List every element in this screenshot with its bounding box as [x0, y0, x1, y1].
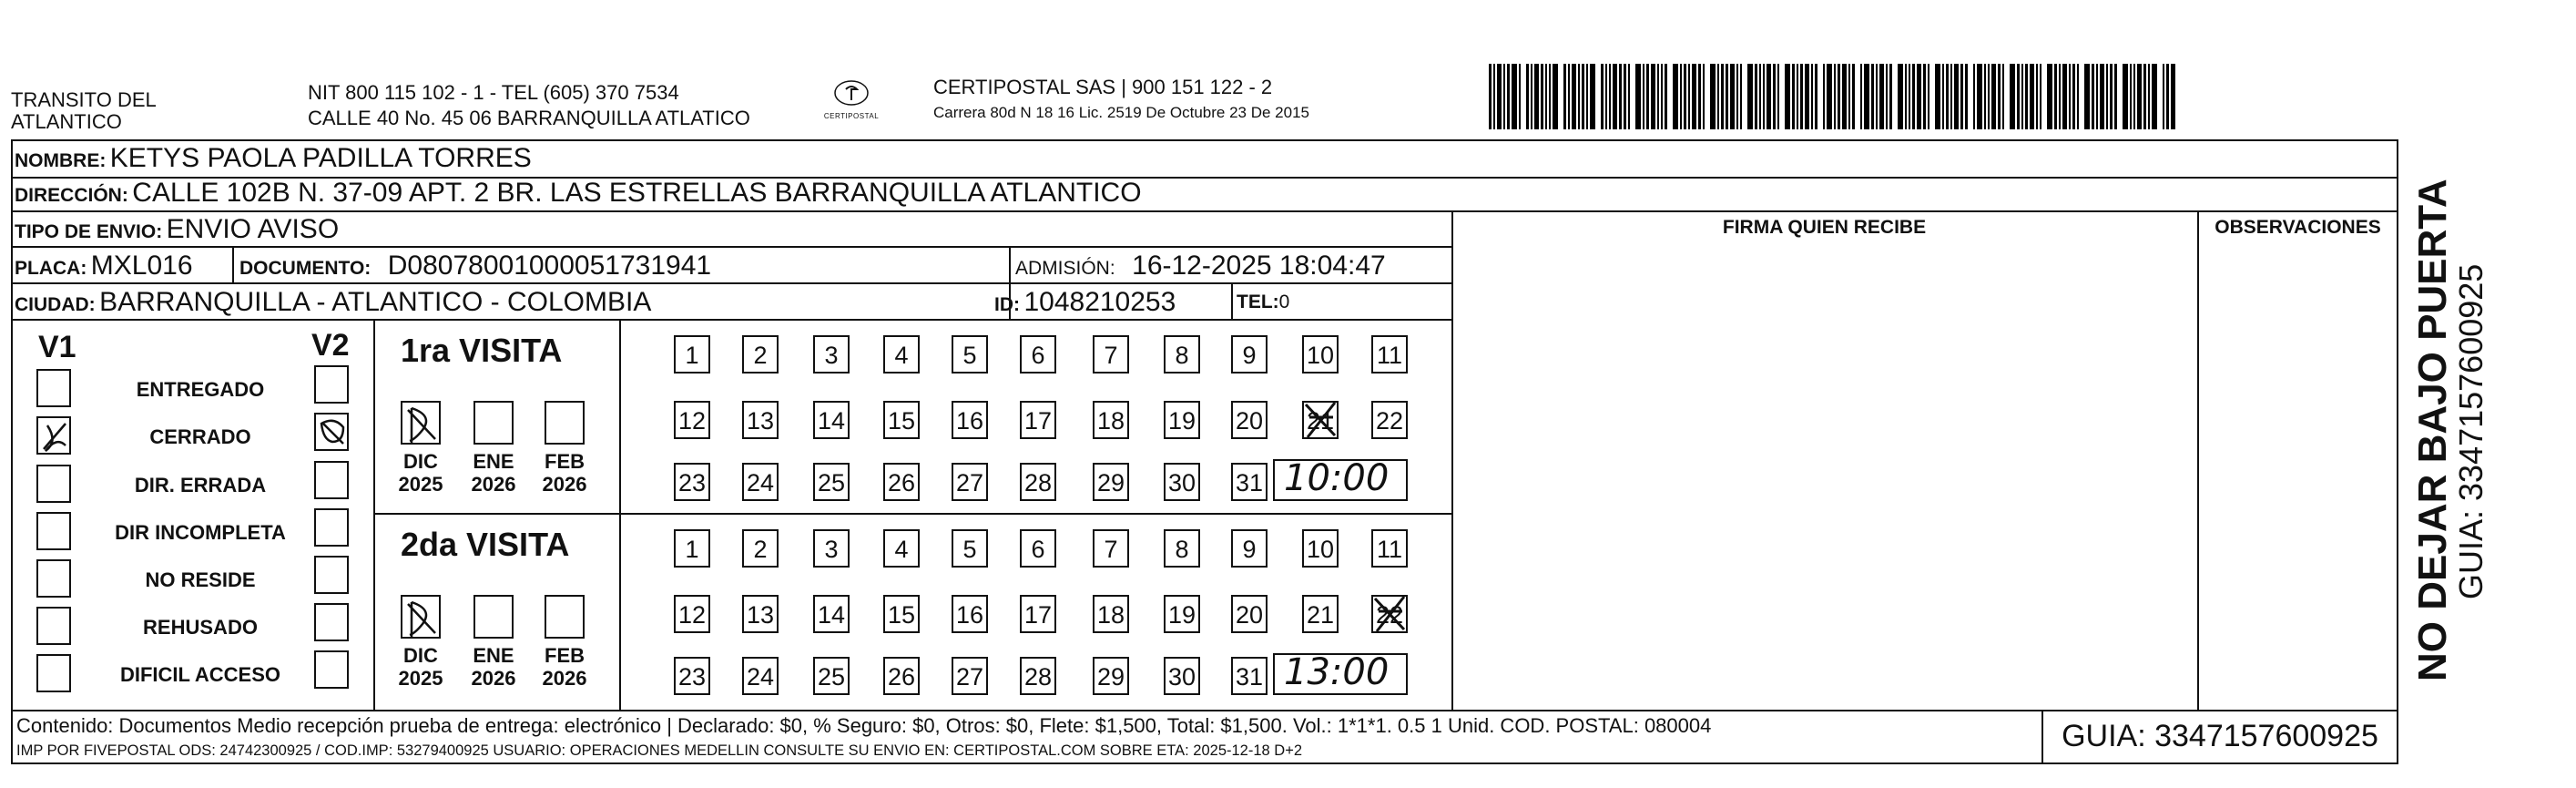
- visit-1-day-3[interactable]: 3: [813, 335, 850, 374]
- visit-1-day-21[interactable]: 21: [1302, 401, 1339, 439]
- barcode-bar: [2036, 64, 2038, 129]
- tel-value: 0: [1278, 292, 1290, 312]
- visit-2-day-25[interactable]: 25: [813, 657, 850, 695]
- visit-1-day-5[interactable]: 5: [952, 335, 988, 374]
- tel-label: TEL:: [1237, 292, 1279, 312]
- v2-checkbox-1[interactable]: [314, 365, 349, 404]
- barcode-bar: [1489, 64, 1492, 129]
- barcode-bar: [1643, 64, 1644, 129]
- id-label: ID:: [994, 294, 1020, 315]
- barcode-bar: [1688, 64, 1690, 129]
- month-year: 2026: [542, 473, 587, 496]
- barcode-bar: [2030, 64, 2034, 129]
- certipostal-logo-icon: [810, 80, 892, 131]
- month-name: DIC: [403, 644, 438, 667]
- month-name: DIC: [403, 450, 438, 473]
- visit-1-day-12[interactable]: 12: [674, 401, 710, 439]
- month-year: 2026: [542, 667, 587, 690]
- address-line: CALLE 40 No. 45 06 BARRANQUILLA ATLATICO: [308, 107, 750, 129]
- license-line: Carrera 80d N 18 16 Lic. 2519 De Octubre 23 De 2015: [933, 104, 1309, 121]
- visit-2-month-3-checkbox[interactable]: [545, 595, 585, 639]
- visit-2-day-1[interactable]: 1: [674, 529, 710, 568]
- barcode-bar: [1736, 64, 1738, 129]
- name-value: KETYS PAOLA PADILLA TORRES: [109, 143, 532, 173]
- barcode-bar: [1545, 64, 1547, 129]
- visit-1-time: 10:00: [1284, 457, 1390, 499]
- plate-value: MXL016: [90, 251, 193, 281]
- barcode-bar: [2062, 64, 2067, 129]
- visit-1-day-19[interactable]: 19: [1164, 401, 1200, 439]
- v2-checkbox-7[interactable]: [314, 650, 349, 689]
- city-value: BARRANQUILLA - ATLANTICO - COLOMBIA: [99, 287, 652, 317]
- status-label-3: DIR. ERRADA: [134, 474, 267, 496]
- visit-title-2: 2da VISITA: [401, 526, 570, 563]
- barcode-bar: [1646, 64, 1649, 129]
- barcode-bar: [2096, 64, 2098, 129]
- barcode-bar: [1541, 64, 1543, 129]
- barcode-bar: [2040, 64, 2041, 129]
- barcode-bar: [1568, 64, 1570, 129]
- admission-field: [1015, 251, 1386, 285]
- visit-1-month-label-1: [389, 450, 453, 496]
- visit-1-month-1-checkbox[interactable]: [401, 401, 441, 445]
- city-label: CIUDAD:: [15, 294, 96, 315]
- barcode-bar: [2017, 64, 2020, 129]
- observations-header: OBSERVACIONES: [2215, 217, 2381, 238]
- status-label-5: NO RESIDE: [145, 568, 256, 591]
- visit-1-day-30[interactable]: 30: [1164, 463, 1200, 501]
- barcode-bar: [1905, 64, 1907, 129]
- visit-2-day-7[interactable]: 7: [1093, 529, 1129, 568]
- barcode-bar: [1628, 64, 1630, 129]
- print-line: IMP POR FIVEPOSTAL ODS: 24742300925 / COD.IMP: 53279400925 USUARIO: OPERACIONES MEDELLIN CONSULTE SU ENVIO EN: CERTIPOSTAL.COM SOBRE ETA: 2025-12-18 D+2: [16, 742, 1303, 759]
- visit-2-day-13[interactable]: 13: [742, 595, 779, 633]
- barcode-bar: [1909, 64, 1910, 129]
- visit-1-day-28[interactable]: 28: [1020, 463, 1056, 501]
- barcode-bar: [1613, 64, 1617, 129]
- barcode-bar: [2092, 64, 2094, 129]
- month-year: 2025: [398, 667, 443, 690]
- barcode-bar: [1698, 64, 1701, 129]
- barcode-bar: [2106, 64, 2108, 129]
- visit-2-day-18[interactable]: 18: [1093, 595, 1129, 633]
- visit-2-month-1-checkbox[interactable]: [401, 595, 441, 639]
- v2-checkbox-3[interactable]: [314, 461, 349, 499]
- barcode-bar: [1935, 64, 1940, 129]
- visit-1-day-8[interactable]: 8: [1164, 335, 1200, 374]
- visit-2-day-23[interactable]: 23: [674, 657, 710, 695]
- barcode-bar: [2047, 64, 2052, 129]
- barcode-bar: [1973, 64, 1975, 129]
- visit-1-day-22[interactable]: 22: [1371, 401, 1408, 439]
- visit-2-day-24[interactable]: 24: [742, 657, 779, 695]
- visit-1-day-4[interactable]: 4: [883, 335, 920, 374]
- barcode-bar: [1582, 64, 1584, 129]
- visit-2-day-22[interactable]: 22: [1371, 595, 1408, 633]
- barcode-bar: [2100, 64, 2104, 129]
- logo-text: CERTIPOSTAL: [823, 112, 880, 120]
- barcode-bar: [2002, 64, 2004, 129]
- barcode-bar: [1759, 64, 1761, 129]
- month-name: FEB: [545, 644, 585, 667]
- visit-2-month-label-3: [533, 644, 596, 690]
- barcode-bar: [1657, 64, 1659, 129]
- barcode-bar: [1785, 64, 1790, 129]
- signature-header: FIRMA QUIEN RECIBE: [1722, 217, 1927, 238]
- visit-2-day-14[interactable]: 14: [813, 595, 850, 633]
- visit-1-day-17[interactable]: 17: [1020, 401, 1056, 439]
- status-label-1: ENTREGADO: [136, 378, 265, 401]
- send-type-field: [15, 215, 339, 249]
- month-name: FEB: [545, 450, 585, 473]
- barcode-bar: [1526, 64, 1529, 129]
- barcode-bar: [1726, 64, 1728, 129]
- name-field: [15, 144, 532, 178]
- document-field: [239, 251, 711, 285]
- barcode-bar: [1871, 64, 1874, 129]
- visit-2-day-27[interactable]: 27: [952, 657, 988, 695]
- visit-1-day-29[interactable]: 29: [1093, 463, 1129, 501]
- barcode-bar: [1624, 64, 1626, 129]
- org-line-1: TRANSITO DEL: [11, 88, 157, 111]
- visit-1-month-2-checkbox[interactable]: [473, 401, 514, 445]
- barcode-bar: [1886, 64, 1888, 129]
- barcode-bar: [2143, 64, 2146, 129]
- barcode-bar: [1730, 64, 1735, 129]
- document-label: DOCUMENTO:: [239, 258, 372, 279]
- v2-checkbox-6[interactable]: [314, 603, 349, 641]
- name-label: NOMBRE:: [15, 150, 107, 171]
- visit-1-day-20[interactable]: 20: [1231, 401, 1268, 439]
- barcode-bar: [1998, 64, 2001, 129]
- barcode-bar: [1792, 64, 1795, 129]
- visit-title-1: 1ra VISITA: [401, 332, 563, 369]
- barcode-bar: [1797, 64, 1798, 129]
- visit-2-day-26[interactable]: 26: [883, 657, 920, 695]
- barcode-bar: [1860, 64, 1862, 129]
- barcode-bar: [1879, 64, 1884, 129]
- org-contact: [308, 82, 750, 129]
- barcode-bar: [1917, 64, 1921, 129]
- barcode-bar: [1960, 64, 1963, 129]
- status-label-2: CERRADO: [149, 425, 251, 448]
- visit-2-month-label-1: [389, 644, 453, 690]
- barcode-bar: [1805, 64, 1809, 129]
- id-field: [994, 288, 1176, 322]
- status-label-6: REHUSADO: [143, 616, 258, 639]
- barcode-bar: [1827, 64, 1832, 129]
- v2-header: V2: [311, 328, 350, 363]
- barcode-bar: [1767, 64, 1771, 129]
- barcode-bar: [2148, 64, 2150, 129]
- visit-2-time: 13:00: [1284, 651, 1390, 693]
- month-name: ENE: [473, 644, 514, 667]
- visit-1-day-13[interactable]: 13: [742, 401, 779, 439]
- barcode-bar: [1838, 64, 1840, 129]
- plate-label: PLACA:: [15, 258, 87, 279]
- barcode-bar: [1946, 64, 1949, 129]
- visit-1-day-23[interactable]: 23: [674, 463, 710, 501]
- barcode-bar: [1912, 64, 1915, 129]
- barcode-bar: [1703, 64, 1705, 129]
- barcode-bar: [2069, 64, 2071, 129]
- barcode-bar: [1553, 64, 1558, 129]
- barcode-bar: [1800, 64, 1803, 129]
- visit-1-day-6[interactable]: 6: [1020, 335, 1056, 374]
- barcode-bar: [1493, 64, 1495, 129]
- visit-2-day-5[interactable]: 5: [952, 529, 988, 568]
- barcode-bar: [2152, 64, 2157, 129]
- barcode-bar: [1609, 64, 1611, 129]
- barcode-bar: [1605, 64, 1607, 129]
- v2-checkbox-5[interactable]: [314, 556, 349, 594]
- barcode-bar: [1578, 64, 1580, 129]
- barcode-bar: [1721, 64, 1724, 129]
- barcode-bar: [1763, 64, 1765, 129]
- visit-2-day-3[interactable]: 3: [813, 529, 850, 568]
- month-name: ENE: [473, 450, 514, 473]
- visit-2-day-12[interactable]: 12: [674, 595, 710, 633]
- visit-1-day-15[interactable]: 15: [883, 401, 920, 439]
- side-warning: NO DEJAR BAJO PUERTA: [2410, 179, 2455, 681]
- barcode-bar: [1710, 64, 1716, 129]
- visit-2-day-2[interactable]: 2: [742, 529, 779, 568]
- visit-1-day-11[interactable]: 11: [1371, 335, 1408, 374]
- barcode-bar: [1692, 64, 1696, 129]
- barcode-bar: [1747, 64, 1753, 129]
- visit-1-day-14[interactable]: 14: [813, 401, 850, 439]
- visit-1-day-10[interactable]: 10: [1302, 335, 1339, 374]
- barcode-bar: [1717, 64, 1719, 129]
- barcode-bar: [1497, 64, 1502, 129]
- barcode-bar: [1876, 64, 1878, 129]
- barcode-bar: [2114, 64, 2117, 129]
- visit-1-month-label-3: [533, 450, 596, 496]
- barcode-bar: [1635, 64, 1641, 129]
- visit-2-day-10[interactable]: 10: [1302, 529, 1339, 568]
- month-year: 2025: [398, 473, 443, 496]
- barcode-bar: [1586, 64, 1588, 129]
- barcode-bar: [1965, 64, 1968, 129]
- barcode-bar: [1531, 64, 1532, 129]
- barcode-bar: [1773, 64, 1776, 129]
- barcode-bar: [1503, 64, 1505, 129]
- company-line: CERTIPOSTAL SAS | 900 151 122 - 2: [933, 76, 1273, 98]
- visit-2-day-6[interactable]: 6: [1020, 529, 1056, 568]
- barcode-bar: [2025, 64, 2028, 129]
- barcode-bar: [2171, 64, 2175, 129]
- visit-2-day-20[interactable]: 20: [1231, 595, 1268, 633]
- contents-line: Contenido: Documentos Medio recepción prueba de entrega: electrónico | Declarado: $0, % Seguro: $0, Otros: $0, Flete: $1,500, Total: $1,500. Vol.: 1*1*1. 0.5 1 Unid. COD. POSTAL: 080004: [16, 714, 1712, 737]
- visit-1-day-18[interactable]: 18: [1093, 401, 1129, 439]
- id-value: 1048210253: [1023, 287, 1176, 317]
- barcode-bar: [2166, 64, 2169, 129]
- visit-2-month-2-checkbox[interactable]: [473, 595, 514, 639]
- visit-2-day-21[interactable]: 21: [1302, 595, 1339, 633]
- barcode-bar: [2130, 64, 2132, 129]
- barcode-bar: [1834, 64, 1836, 129]
- barcode-bar: [1563, 64, 1566, 129]
- barcode-bar: [1651, 64, 1655, 129]
- barcode-bar: [1755, 64, 1757, 129]
- barcode-bar: [1777, 64, 1779, 129]
- barcode-bar: [1740, 64, 1742, 129]
- barcode-bar: [1950, 64, 1952, 129]
- tel-field: [1237, 288, 1289, 319]
- barcode-bar: [1519, 64, 1521, 129]
- barcode-bar: [1534, 64, 1539, 129]
- barcode-bar: [2072, 64, 2075, 129]
- document-value: D08078001000051731941: [387, 251, 712, 281]
- barcode-bar: [1977, 64, 1982, 129]
- visit-2-day-8[interactable]: 8: [1164, 529, 1200, 568]
- visit-2-day-11[interactable]: 11: [1371, 529, 1408, 568]
- barcode-bar: [2010, 64, 2015, 129]
- visit-2-day-16[interactable]: 16: [952, 595, 988, 633]
- barcode-bar: [2123, 64, 2128, 129]
- status-label-7: DIFICIL ACCESO: [119, 663, 280, 686]
- visit-1-month-label-2: [462, 450, 525, 496]
- nit-line: NIT 800 115 102 - 1 - TEL (605) 370 7534: [308, 81, 679, 104]
- barcode-bar: [1549, 64, 1551, 129]
- barcode-bar: [2054, 64, 2057, 129]
- barcode-bar: [1842, 64, 1847, 129]
- barcode-bar: [1991, 64, 1996, 129]
- visit-1-day-26[interactable]: 26: [883, 463, 920, 501]
- barcode-icon: [1489, 64, 2222, 129]
- plate-field: [15, 251, 193, 285]
- barcode-bar: [1665, 64, 1667, 129]
- barcode-bar: [1928, 64, 1929, 129]
- barcode-bar: [1954, 64, 1959, 129]
- barcode-bar: [1680, 64, 1682, 129]
- visit-1-day-31[interactable]: 31: [1231, 463, 1268, 501]
- status-label-4: DIR INCOMPLETA: [115, 521, 286, 544]
- visit-2-day-31[interactable]: 31: [1231, 657, 1268, 695]
- barcode-bar: [1673, 64, 1678, 129]
- admission-label: ADMISIÓN:: [1015, 258, 1115, 279]
- visit-2-day-17[interactable]: 17: [1020, 595, 1056, 633]
- visit-2-day-15[interactable]: 15: [883, 595, 920, 633]
- visit-1-day-9[interactable]: 9: [1231, 335, 1268, 374]
- barcode-bar: [1507, 64, 1510, 129]
- barcode-bar: [1898, 64, 1903, 129]
- visit-1-day-1[interactable]: 1: [674, 335, 710, 374]
- barcode-bar: [2137, 64, 2142, 129]
- send-type-label: TIPO DE ENVIO:: [15, 221, 163, 242]
- month-year: 2026: [471, 473, 516, 496]
- barcode-bar: [1942, 64, 1944, 129]
- visit-2-day-9[interactable]: 9: [1231, 529, 1268, 568]
- barcode-bar: [1512, 64, 1517, 129]
- org-line-2: ATLANTICO: [11, 110, 122, 133]
- barcode-bar: [1848, 64, 1850, 129]
- visit-1-day-2[interactable]: 2: [742, 335, 779, 374]
- barcode-bar: [1988, 64, 1990, 129]
- barcode-bar: [1601, 64, 1604, 129]
- barcode-bar: [2021, 64, 2023, 129]
- barcode-bar: [2077, 64, 2079, 129]
- org-name: [11, 89, 157, 133]
- visit-1-month-3-checkbox[interactable]: [545, 401, 585, 445]
- barcode-bar: [1852, 64, 1855, 129]
- visit-1-day-25[interactable]: 25: [813, 463, 850, 501]
- barcode-bar: [1823, 64, 1825, 129]
- send-type-value: ENVIO AVISO: [166, 214, 340, 244]
- address-value: CALLE 102B N. 37-09 APT. 2 BR. LAS ESTRELLAS BARRANQUILLA ATLANTICO: [132, 178, 1142, 208]
- admission-value: 16-12-2025 18:04:47: [1132, 251, 1386, 281]
- barcode-bar: [1811, 64, 1813, 129]
- visit-2-day-30[interactable]: 30: [1164, 657, 1200, 695]
- visit-1-day-24[interactable]: 24: [742, 463, 779, 501]
- barcode-bar: [1984, 64, 1986, 129]
- month-year: 2026: [471, 667, 516, 690]
- visit-2-day-19[interactable]: 19: [1164, 595, 1200, 633]
- visit-1-day-7[interactable]: 7: [1093, 335, 1129, 374]
- visit-2-month-label-2: [462, 644, 525, 690]
- barcode-bar: [2059, 64, 2061, 129]
- visit-2-day-29[interactable]: 29: [1093, 657, 1129, 695]
- barcode-bar: [2163, 64, 2164, 129]
- barcode-bar: [1661, 64, 1663, 129]
- barcode-bar: [1572, 64, 1576, 129]
- barcode-bar: [2110, 64, 2113, 129]
- barcode-bar: [1619, 64, 1622, 129]
- side-guide: GUIA: 3347157600925: [2452, 263, 2489, 599]
- barcode-bar: [2133, 64, 2135, 129]
- address-field: [15, 179, 1142, 212]
- barcode-bar: [1889, 64, 1892, 129]
- barcode-bar: [1923, 64, 1926, 129]
- footer-guide: GUIA: 3347157600925: [2062, 719, 2378, 753]
- v2-checkbox-2[interactable]: [314, 413, 349, 451]
- address-label: DIRECCIÓN:: [15, 185, 128, 206]
- visit-1-day-16[interactable]: 16: [952, 401, 988, 439]
- city-field: [15, 288, 651, 322]
- v1-header: V1: [38, 330, 76, 364]
- barcode-bar: [1590, 64, 1595, 129]
- barcode-bar: [1684, 64, 1686, 129]
- visit-2-day-28[interactable]: 28: [1020, 657, 1056, 695]
- company-info: [933, 77, 1309, 122]
- visit-2-day-4[interactable]: 4: [883, 529, 920, 568]
- barcode-bar: [1864, 64, 1869, 129]
- visit-1-day-27[interactable]: 27: [952, 463, 988, 501]
- barcode-bar: [2084, 64, 2090, 129]
- barcode-bar: [1815, 64, 1817, 129]
- v2-checkbox-4[interactable]: [314, 508, 349, 547]
